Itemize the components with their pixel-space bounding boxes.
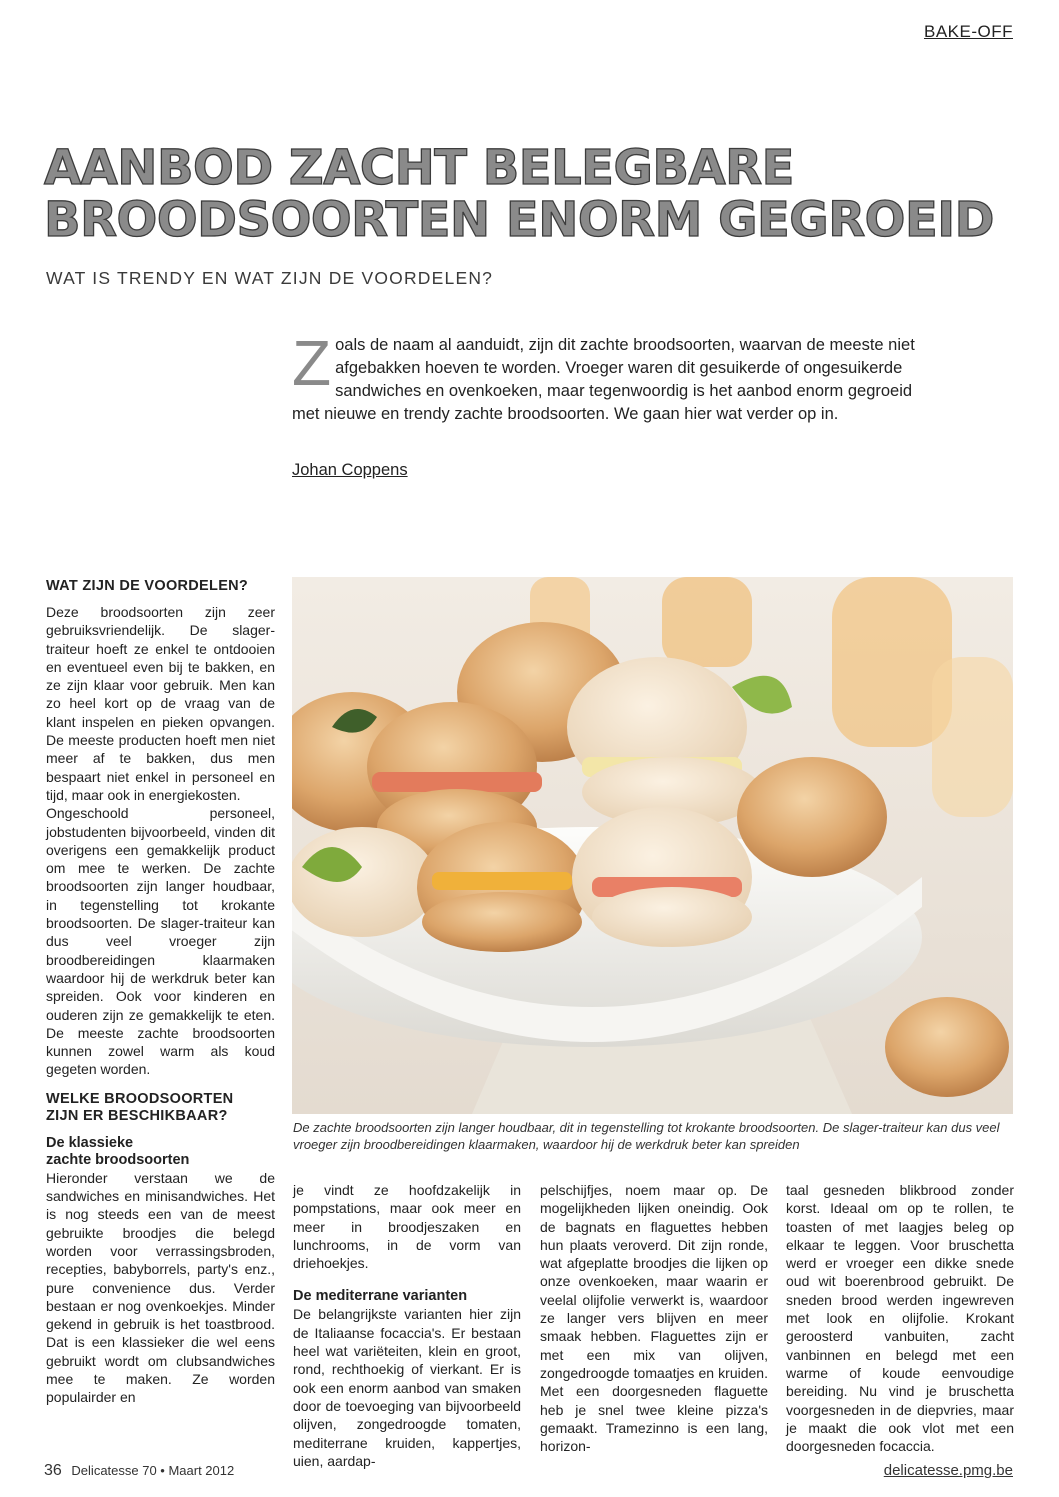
body-paragraph: taal gesneden blikbrood zonder korst. Ideaal om op te rollen, te toasten of met laagjes beleg op elkaar te leggen. Voor bruschetta werd er vroeger een dikke snede oud wit boerenbrood gebruikt. De sneden brood werden ingewreven met look en olijfolie. Krokant geroosterd vanbuiten, zacht vanbinnen en belegd met een warme of koude eenvoudige bereiding. Nu vind je bruschetta voorgesneden in de diepvries, maar je maakt die ook vlot met een doorgesneden focaccia. (786, 1182, 1014, 1455)
headline-line-1: AANBOD ZACHT BELEGBARE (44, 140, 794, 196)
body-paragraph: Hieronder verstaan we de sandwiches en minisandwiches. Het is nog steeds een van de meest gebruikte broodjes die belegd worden voor verrassingsbroden, recepties, babyborrels, party's enz., pure convenience dus. Verder bestaan er nog ovenkoekjes. Minder gekend in gebruik is het toastbrood. Dat is een klassieker die wel eens gebruikt wordt om clubsandwiches mee te maken. Ze worden populairder en (46, 1169, 275, 1406)
lead-paragraph (292, 327, 932, 426)
body-paragraph: De belangrijkste varianten hier zijn de Italiaanse focaccia's. Er bestaan heel wat variëteiten, klein en groot, rond, rechthoekig of vierkant. Er is ook een enorm aanbod van smaken door de toevoeging van bijvoorbeeld olijven, zongedroogde tomaten, mediterrane kruiden, kappertjes, uien, aardap- (293, 1306, 521, 1469)
lead-text: oals de naam al aanduidt, zijn dit zachte broodsoorten, waarvan de meeste niet afgebakken hoeven te worden. Vroeger waren dit gesuikerde of ongesuikerde sandwiches en ovenkoeken, maar tegenwoordig is het aanbod enorm gegroeid met nieuwe en trendy zachte broodsoorten. We gaan hier wat verder op in. (292, 336, 915, 423)
subheading-klassieke (46, 1135, 275, 1169)
column-2 (293, 1181, 521, 1470)
column-4 (786, 1181, 1014, 1455)
subheading-line: zachte broodsoorten (46, 1151, 190, 1168)
headline-line-2: BROODSOORTEN ENORM GEGROEID (44, 192, 994, 248)
photo-caption: De zachte broodsoorten zijn langer houdbaar, dit in tegenstelling tot krokante broodsoorten. De slager-traiteur kan dus veel vroeger zijn broodbereidingen klaarmaken, waardoor hij de werkdruk beter kan spreiden (293, 1120, 1000, 1152)
heading-line: WELKE BROODSOORTEN (46, 1090, 234, 1107)
section-heading-voordelen: WAT ZIJN DE VOORDELEN? (46, 578, 249, 594)
column-3 (540, 1181, 768, 1455)
subheading-mediterrane: De mediterrane varianten (293, 1288, 468, 1305)
issue-info: Delicatesse 70 • Maart 2012 (71, 1463, 235, 1478)
body-paragraph: Deze broodsoorten zijn zeer gebruiksvriendelijk. De slager-traiteur hoeft ze enkel te ontdooien en eventueel even bij te bakken, en ze zijn klaar voor gebruik. Men kan zo heel kort op de vraag van de klant inspelen en pieken opvangen. De meeste producten hoeft men niet meer af te bakken, dus men bespaart niet enkel in personeel en tijd, maar ook in energiekosten. (46, 604, 275, 803)
footer-issue (44, 1462, 234, 1480)
column-1 (46, 578, 275, 1407)
subheadline: WAT IS TRENDY EN WAT ZIJN DE VOORDELEN? (46, 268, 494, 288)
section-heading-broodsoorten (46, 1091, 275, 1125)
subheading-line: De klassieke (46, 1134, 134, 1151)
footer-website-link[interactable]: delicatesse.pmg.be (883, 1462, 1013, 1479)
photo-mini-sandwiches (292, 577, 1013, 1114)
food-photo-illustration (292, 577, 1013, 1114)
body-paragraph: Ongeschoold personeel, jobstudenten bijvoorbeeld, vinden dit overigens een gemakkelijk product om mee te werken. De zachte broodsoorten zijn langer houdbaar, in tegenstelling tot krokante broodsoorten. De slager-traiteur kan dus veel vroeger zijn broodbereidingen klaarmaken waardoor hij de werkdruk beter kan spreiden. Ook voor kinderen en ouderen zijn ze gemakkelijk te eten. De meeste zachte broodsoorten kunnen zowel warm als koud gegeten worden. (46, 805, 275, 1078)
body-paragraph: pelschijfjes, noem maar op. De mogelijkheden lijken oneindig. Ook de bagnats en flaguettes hebben hun plaats veroverd. Dit zijn ronde, wat afgeplatte broodjes die lijken op onze ovenkoeken, maar waarin er veelal olijfolie verwerkt is, waardoor ze langer vers blijven en meer smaak hebben. Flaguettes zijn er met een mix van olijven, zongedroogde tomaatjes en kruiden. Met een doorgesneden flaguette heb je snel twee kleine pizza's gemaakt. Tramezinno is een lang, horizon- (540, 1182, 768, 1455)
headline (44, 142, 1004, 246)
author-byline[interactable]: Johan Coppens (292, 461, 408, 479)
body-paragraph: je vindt ze hoofdzakelijk in pompstations, maar ook meer en meer in broodjeszaken en lunchrooms, in de vorm van driehoekjes. (293, 1182, 521, 1272)
drop-cap: Z (292, 327, 332, 399)
section-tag[interactable]: BAKE-OFF (923, 22, 1013, 41)
page-number: 36 (44, 1462, 62, 1479)
heading-line: ZIJN ER BESCHIKBAAR? (46, 1107, 228, 1124)
